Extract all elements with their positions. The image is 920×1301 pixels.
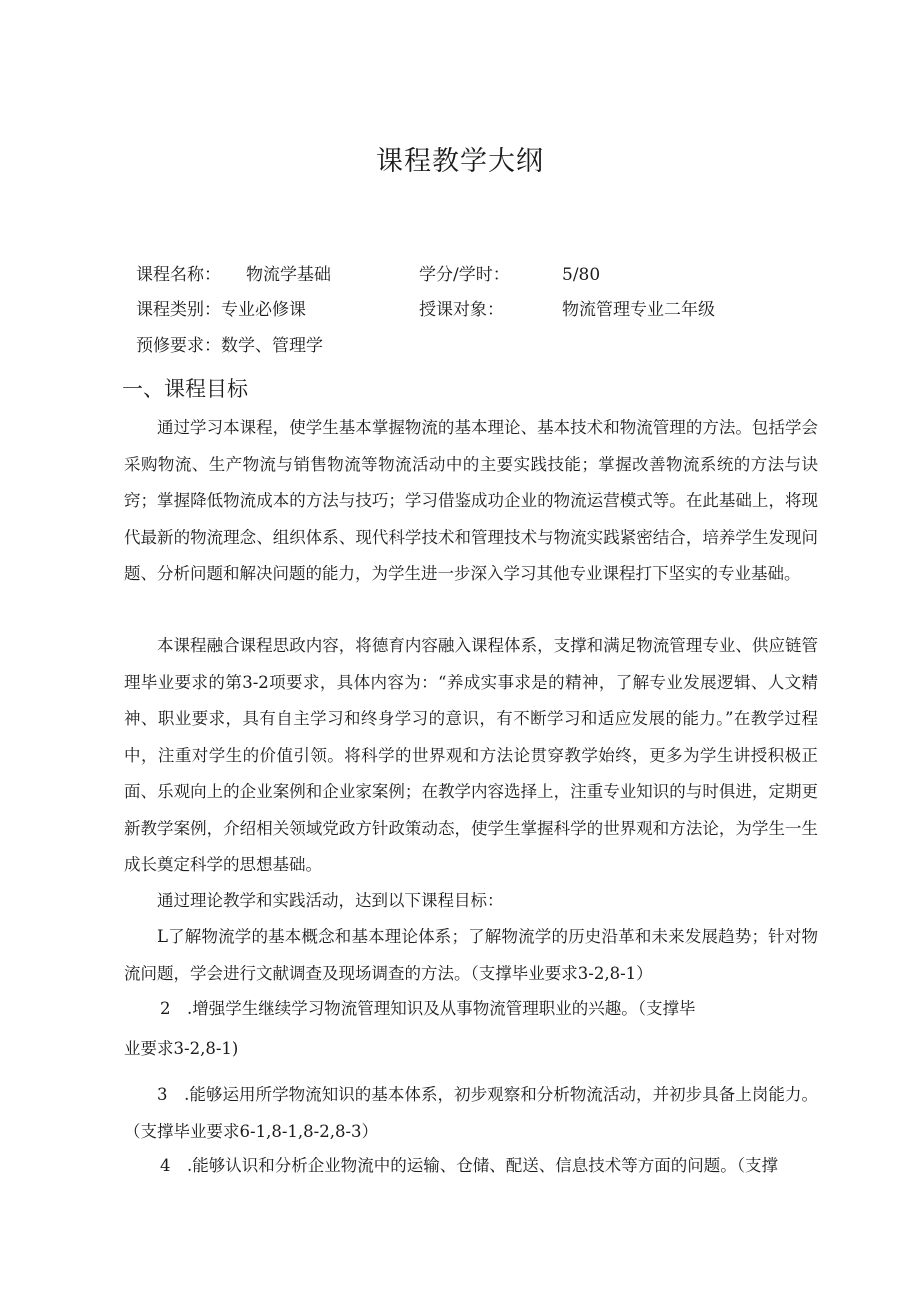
audience-value: 物流管理专业二年级 bbox=[562, 300, 715, 320]
goal-item-1: L了解物流学的基本概念和基本理论体系；了解物流学的历史沿革和未来发展趋势；针对物流问题，学会进行文献调查及现场调查的方法。（支撑毕业要求3-2,8-1） bbox=[124, 927, 818, 983]
page-title: 课程教学大纲 bbox=[376, 146, 544, 177]
category-value: 专业必修课 bbox=[221, 300, 306, 320]
goal-item-4: 4 .能够认识和分析企业物流中的运输、仓储、配送、信息技术等方面的问题。（支撑 bbox=[160, 1156, 778, 1175]
goal-item-2-line1: 2 .增强学生继续学习物流管理知识及从事物流管理职业的兴趣。（支撑毕 bbox=[160, 999, 696, 1018]
audience-label: 授课对象： bbox=[419, 300, 504, 320]
goal-item-2-line2: 业要求3-2,8-1) bbox=[124, 1039, 239, 1058]
credits-label: 学分/学时： bbox=[419, 265, 510, 285]
section-heading-course-goals: 一、课程目标 bbox=[122, 377, 248, 401]
category-label: 课程类别： bbox=[136, 300, 221, 320]
course-name-value: 物流学基础 bbox=[246, 265, 331, 285]
goal-item-3: 3 .能够运用所学物流知识的基本体系，初步观察和分析物流活动，并初步具备上岗能力。（支撑毕业要求6-1,8-1,8-2,8-3） bbox=[124, 1085, 818, 1141]
prereq-value: 数学、管理学 bbox=[221, 336, 323, 356]
course-name-label: 课程名称： bbox=[136, 265, 221, 285]
paragraph-goals-lead: 通过理论教学和实践活动，达到以下课程目标： bbox=[157, 891, 504, 910]
credits-value: 5/80 bbox=[562, 265, 601, 285]
prereq-label: 预修要求： bbox=[136, 336, 221, 356]
paragraph-ideology: 本课程融合课程思政内容，将德育内容融入课程体系，支撑和满足物流管理专业、供应链管理毕业要求的第3-2项要求，具体内容为：“养成实事求是的精神，了解专业发展逻辑、人文精神、职业要求，具有自主学习和终身学习的意识，有不断学习和适应发展的能力。”在教学过程中，注重对学生的价值引领。将科学的世界观和方法论贯穿教学始终，更多为学生讲授积极正面、乐观向上的企业案例和企业家案例；在教学内容选择上，注重专业知识的与时俱进，定期更新教学案例，介绍相关领域党政方针政策动态，使学生掌握科学的世界观和方法论，为学生一生成长奠定科学的思想基础。 bbox=[124, 636, 818, 874]
paragraph-goals-intro: 通过学习本课程，使学生基本掌握物流的基本理论、基本技术和物流管理的方法。包括学会采购物流、生产物流与销售物流等物流活动中的主要实践技能；掌握改善物流系统的方法与诀窍；掌握降低物流成本的方法与技巧；学习借鉴成功企业的物流运营模式等。在此基础上，将现代最新的物流理念、组织体系、现代科学技术和管理技术与物流实践紧密结合，培养学生发现问题、分析问题和解决问题的能力，为学生进一步深入学习其他专业课程打下坚实的专业基础。 bbox=[124, 418, 818, 583]
